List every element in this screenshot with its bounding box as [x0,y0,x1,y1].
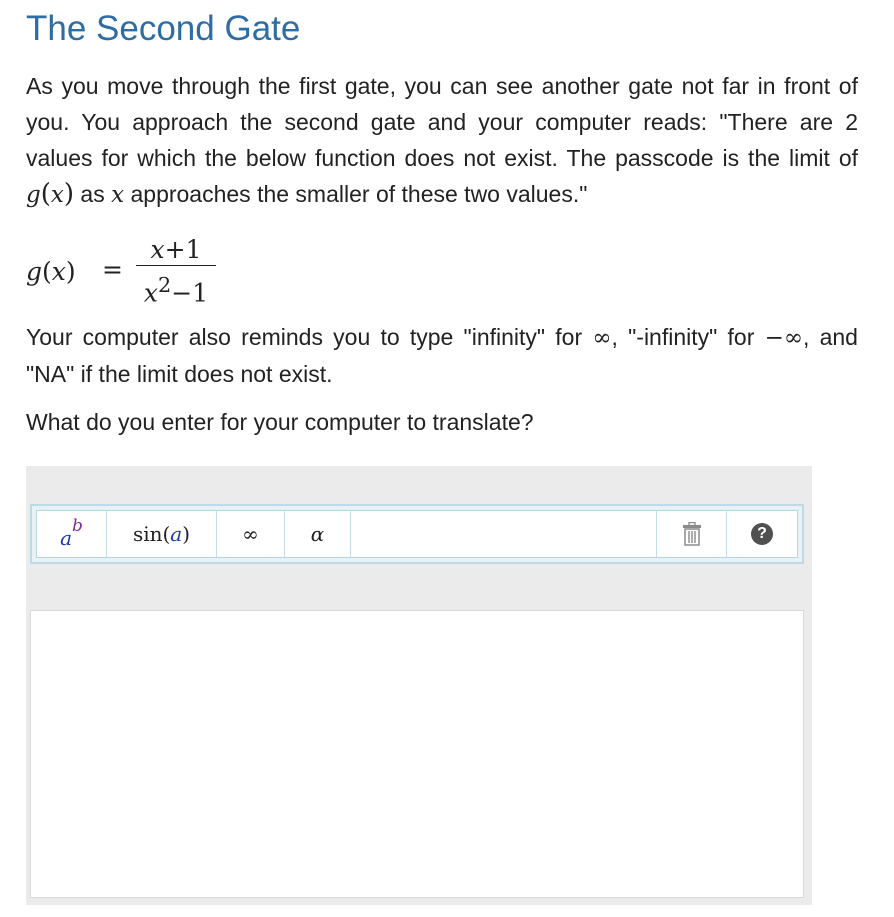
answer-area [26,466,812,905]
power-base: a [60,526,73,550]
trash-button[interactable] [657,511,727,557]
reminder-text-2: , "-infinity" for [611,324,765,350]
reminder-text-1: Your computer also reminds you to type "infinity" for [26,324,593,350]
eq-fn-name: g [26,257,43,286]
infinity-button-label: ∞ [242,522,259,546]
page-title: The Second Gate [26,9,301,48]
intro-open-paren: ( [40,179,51,209]
equation-lhs [26,257,76,286]
intro-fn-var: x [50,182,64,208]
denominator-rest: −1 [171,278,209,308]
numerator-rest: +1 [164,235,202,264]
question-text: What do you enter for your computer to translate? [26,409,534,435]
infinity-symbol: ∞ [592,325,612,351]
sin-open-paren: ( [162,522,171,546]
intro-var: x [111,182,125,208]
power-button[interactable] [37,511,107,557]
reminder-paragraph [26,319,858,392]
problem-content [26,0,858,440]
math-toolbar [36,510,798,558]
intro-text-2: as [74,181,112,207]
toolbar-spacer [351,511,657,557]
intro-close-paren: ) [63,179,75,209]
power-exponent: b [72,516,83,536]
intro-fn-name: g [26,182,41,208]
intro-paragraph [26,68,858,213]
denominator [136,266,216,308]
fraction [136,235,216,308]
trash-icon [681,522,703,546]
denominator-var: x [143,278,158,308]
equals-sign: = [102,255,123,284]
reminder-text-3: , and "NA" if the limit does not exist. [26,324,858,387]
help-icon: ? [751,523,773,545]
sin-close-paren: ) [182,522,191,546]
alpha-button-label: α [310,522,325,546]
alpha-button[interactable] [285,511,351,557]
eq-close-paren: ) [65,257,76,286]
eq-fn-var: x [51,257,66,286]
intro-text-3: approaches the smaller of these two values." [124,181,588,207]
sin-button[interactable] [107,511,217,557]
negative-infinity-symbol: −∞ [764,325,803,351]
numerator-var: x [150,235,165,264]
denominator-exponent: 2 [157,273,172,297]
help-button[interactable] [727,511,797,557]
numerator [136,235,216,266]
answer-input[interactable] [30,610,804,898]
infinity-button[interactable] [217,511,285,557]
math-toolbar-frame [30,504,804,564]
sin-argument: a [170,522,183,546]
function-equation [26,235,858,307]
eq-open-paren: ( [42,257,52,286]
sin-label: sin [132,522,163,546]
intro-text-1: As you move through the first gate, you can see another gate not far in front of you. You approach the second gate and your computer reads: "There are 2 values for which the below function does not exist. The passcode is the limit of [26,73,858,171]
